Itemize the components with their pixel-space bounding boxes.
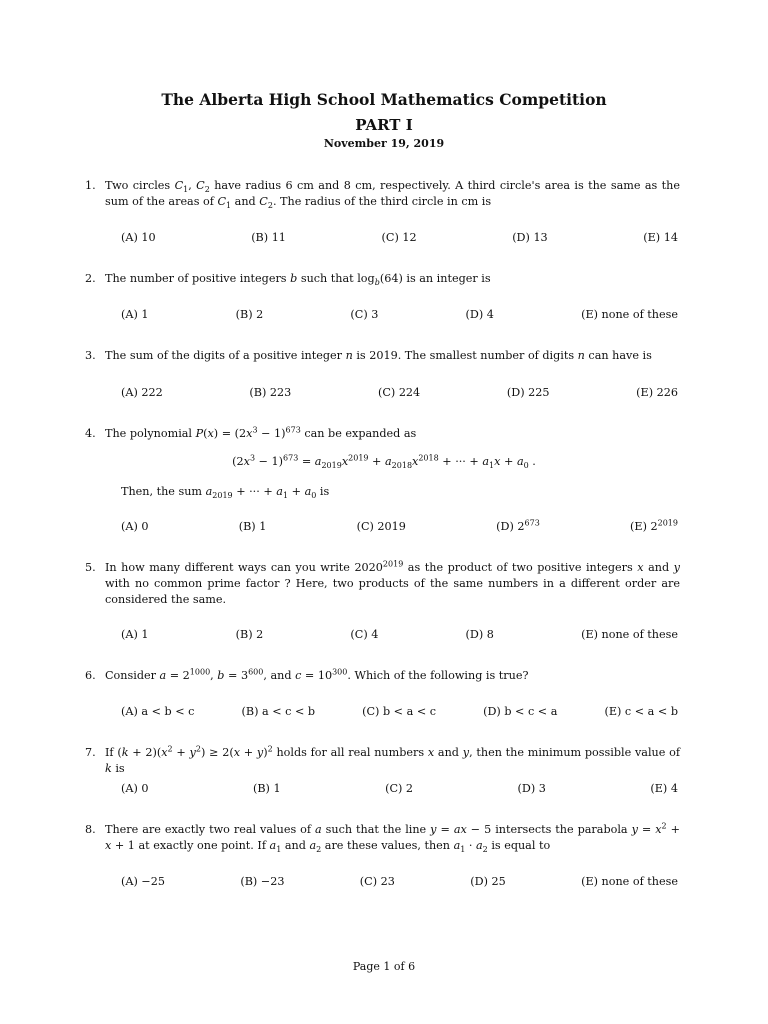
answer-options-6	[121, 705, 678, 718]
question-5	[85, 559, 680, 608]
option-e: (E) none of these	[581, 308, 678, 321]
option-c: (C) 23	[359, 875, 395, 888]
option-a: (A) 0	[121, 782, 149, 795]
option-a: (A) 1	[121, 628, 149, 641]
option-a: (A) 222	[121, 386, 163, 399]
question-1	[85, 178, 680, 211]
option-d: (D) b < c < a	[483, 705, 558, 718]
question-4	[85, 425, 680, 442]
answer-options-4	[121, 520, 678, 533]
option-a: (A) −25	[121, 875, 165, 888]
option-d: (D) 3	[517, 782, 546, 795]
question-text: The polynomial $P(x) = (2x^3 - 1)^{673}$ can be expanded as	[105, 425, 417, 440]
competition-title: The Alberta High School Mathematics Competition	[161, 90, 607, 109]
question-8	[85, 821, 680, 855]
option-a: (A) a < b < c	[121, 705, 195, 718]
option-c: (C) 224	[377, 386, 421, 399]
option-e: (E) none of these	[581, 875, 678, 888]
option-e: (E) none of these	[581, 628, 678, 641]
option-c: (C) b < a < c	[362, 705, 437, 718]
option-a: (A) 10	[121, 231, 156, 244]
option-c: (C) 2	[385, 782, 414, 795]
option-c: (C) 12	[381, 231, 417, 244]
question-6	[85, 667, 680, 684]
option-b: (B) −23	[240, 875, 285, 888]
question-text: Two circles $C_1$, $C_2$ have radius 6 cm and 8 cm, respectively. A third circle's area is the same as the sum of the areas of $C_1$ and $C_2$. The radius of the third circle in cm is	[105, 179, 680, 211]
option-e: (E) $2^{2019}$	[630, 518, 678, 533]
option-b: (B) 223	[249, 386, 292, 399]
part-heading: PART I	[355, 116, 413, 134]
question-number: 3.	[85, 349, 96, 362]
option-d: (D) 8	[465, 628, 494, 641]
option-b: (B) 11	[251, 231, 286, 244]
option-b: (B) 1	[252, 782, 281, 795]
option-e: (E) 14	[643, 231, 678, 244]
option-e: (E) c < a < b	[604, 705, 678, 718]
option-c: (C) 2019	[356, 520, 406, 533]
question-number: 2.	[85, 272, 96, 285]
option-d: (D) 13	[512, 231, 548, 244]
question-text: If $(k + 2)(x^2 + y^2) \ge 2(x + y)^2$ holds for all real numbers x and y, then the minimum possible value of k is	[105, 744, 680, 775]
question-text: Then, the sum $a_{2019}$ + ··· + $a_1 + a_0$ is	[121, 485, 330, 501]
question-number: 6.	[85, 669, 96, 682]
option-d: (D) 4	[465, 308, 494, 321]
question-number: 1.	[85, 179, 96, 192]
option-a: (A) 1	[121, 308, 149, 321]
option-c: (C) 3	[350, 308, 379, 321]
option-d: (D) $2^{673}$	[496, 518, 540, 533]
option-a: (A) 0	[121, 520, 149, 533]
answer-options-2	[121, 308, 678, 321]
answer-options-5	[121, 628, 678, 641]
option-b: (B) 2	[235, 308, 264, 321]
expansion-equation: $(2x^3 - 1)^{673} = a_{2019}x^{2019} + a_{2018}x^{2018}$ + ··· + $a_1x + a_0$ .	[232, 453, 536, 471]
question-text: There are exactly two real values of a such that the line y = ax − 5 intersects the parabola $y = x^2 + x + 1$ at exactly one point. If $a_1$ and $a_2$ are these values, then $a_1 \cdot a_2$ is equal to	[105, 821, 680, 855]
option-b: (B) a < c < b	[241, 705, 316, 718]
question-number: 7.	[85, 746, 96, 759]
question-number: 5.	[85, 561, 96, 574]
question-number: 4.	[85, 427, 96, 440]
option-d: (D) 225	[506, 386, 550, 399]
question-text: Consider $a = 2^{1000}$, $b = 3^{600}$, and $c = 10^{300}$. Which of the following is true?	[105, 667, 529, 682]
option-c: (C) 4	[350, 628, 379, 641]
answer-options-1	[121, 231, 678, 244]
question-text: In how many different ways can you write $2020^{2019}$ as the product of two positive integers x and y with no common prime factor ? Here, two products of the same numbers in a different order are considered the same.	[105, 559, 680, 606]
question-2	[85, 271, 680, 288]
page-number: Page 1 of 6	[352, 960, 416, 973]
question-7	[85, 744, 680, 777]
question-3	[85, 348, 680, 364]
option-d: (D) 25	[470, 875, 506, 888]
answer-options-8	[121, 875, 678, 888]
exam-date: November 19, 2019	[323, 137, 445, 150]
option-e: (E) 4	[650, 782, 678, 795]
option-e: (E) 226	[636, 386, 678, 399]
question-number: 8.	[85, 823, 96, 836]
option-b: (B) 2	[235, 628, 264, 641]
option-b: (B) 1	[238, 520, 267, 533]
question-text: The number of positive integers b such that $\log_b(64)$ is an integer is	[105, 272, 491, 288]
answer-options-7	[121, 782, 678, 795]
question-text: The sum of the digits of a positive integer n is 2019. The smallest number of digits n can have is	[105, 349, 652, 362]
answer-options-3	[121, 386, 678, 399]
